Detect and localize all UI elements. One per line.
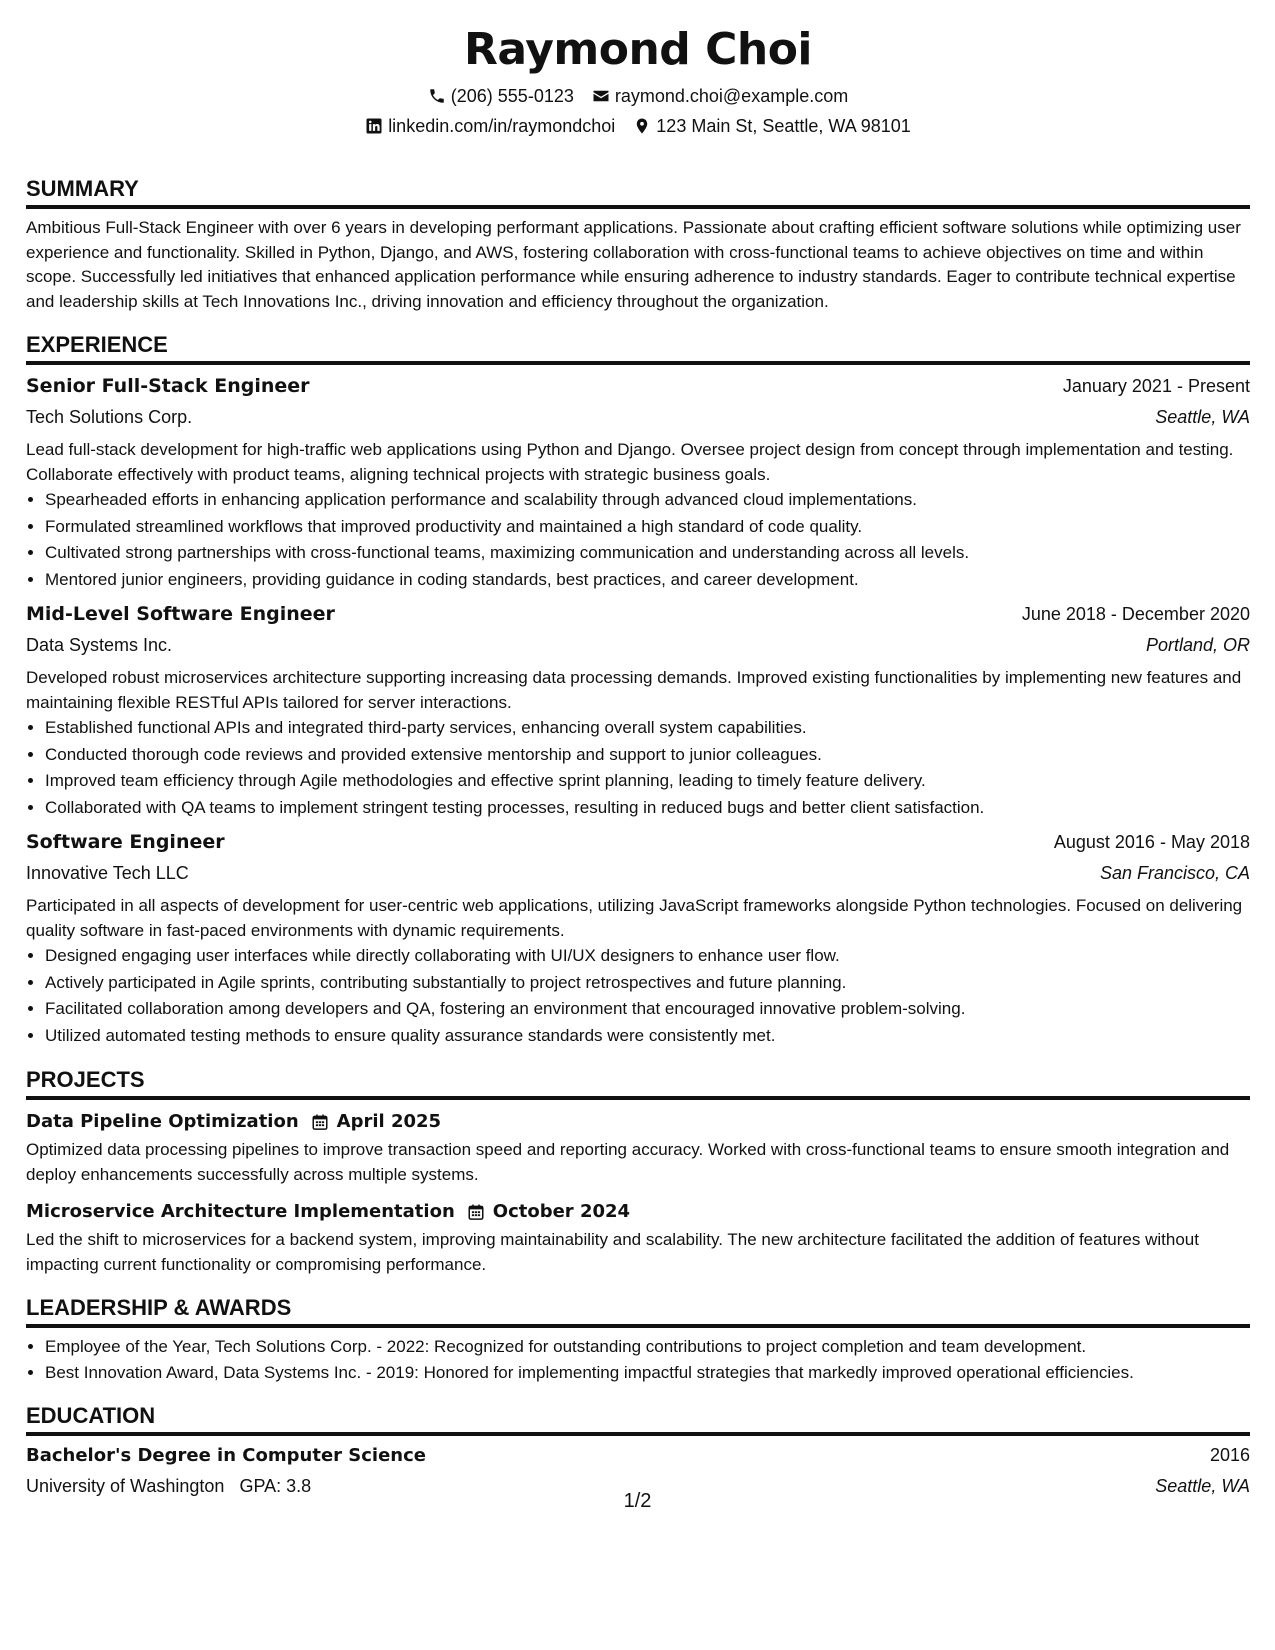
project-name: Data Pipeline Optimization — [26, 1111, 299, 1132]
list-item: • Employee of the Year, Tech Solutions Corp. - 2022: Recognized for outstanding contributions to project completion and team development. — [45, 1334, 1250, 1361]
school-location: Seattle, WA — [1155, 1476, 1250, 1496]
project-entry — [26, 1106, 1250, 1187]
linkedin-text: linkedin.com/in/raymondchoi — [388, 116, 616, 136]
projects-heading: PROJECTS — [26, 1067, 1250, 1100]
job-entry — [26, 599, 1250, 821]
job-bullets — [26, 715, 1250, 821]
education-heading: EDUCATION — [26, 1403, 1250, 1436]
degree-year: 2016 — [1209, 1445, 1250, 1465]
calendar-icon — [311, 1113, 329, 1131]
job-dates: January 2021 - Present — [1062, 376, 1250, 396]
list-item: • Collaborated with QA teams to implement stringent testing processes, resulting in reduced bugs and better client satisfaction. — [45, 795, 1250, 822]
job-bullets — [26, 943, 1250, 1049]
school-name: University of Washington — [26, 1476, 225, 1496]
project-entry — [26, 1196, 1250, 1277]
leadership-section — [26, 1295, 1250, 1385]
projects-section — [26, 1067, 1250, 1277]
experience-heading: EXPERIENCE — [26, 332, 1250, 365]
list-item: • Formulated streamlined workflows that improved productivity and maintained a high standard of code quality. — [45, 514, 1250, 541]
list-item: • Established functional APIs and integrated third-party services, enhancing overall system capabilities. — [45, 715, 1250, 742]
job-company: Data Systems Inc. — [26, 635, 173, 655]
job-dates: August 2016 - May 2018 — [1053, 832, 1250, 852]
contact-email[interactable] — [592, 84, 848, 108]
email-text: raymond.choi@example.com — [614, 86, 849, 106]
education-section — [26, 1403, 1250, 1502]
list-item: • Facilitated collaboration among developers and QA, fostering an environment that encouraged innovative problem-solving. — [45, 996, 1250, 1023]
list-item: • Spearheaded efforts in enhancing application performance and scalability through advanced cloud implementations. — [45, 487, 1250, 514]
list-item: • Utilized automated testing methods to ensure quality assurance standards were consistently met. — [45, 1023, 1250, 1050]
map-pin-icon — [633, 117, 651, 135]
job-company: Innovative Tech LLC — [26, 863, 189, 883]
job-title: Software Engineer — [26, 831, 225, 853]
gpa-text: GPA: 3.8 — [239, 1476, 312, 1496]
list-item: • Cultivated strong partnerships with cross-functional teams, maximizing communication and understanding across all levels. — [45, 540, 1250, 567]
envelope-icon — [592, 87, 610, 105]
contact-row-1 — [26, 84, 1250, 108]
resume-page — [26, 0, 1250, 1502]
summary-heading: SUMMARY — [26, 176, 1250, 209]
job-entry — [26, 827, 1250, 1049]
list-item: • Mentored junior engineers, providing guidance in coding standards, best practices, and career development. — [45, 567, 1250, 594]
summary-section — [26, 176, 1250, 314]
job-dates: June 2018 - December 2020 — [1021, 604, 1250, 624]
contact-row-2 — [26, 114, 1250, 138]
experience-section — [26, 332, 1250, 1049]
phone-icon — [428, 87, 446, 105]
job-company: Tech Solutions Corp. — [26, 407, 193, 427]
job-entry — [26, 371, 1250, 593]
project-date: April 2025 — [336, 1111, 442, 1132]
project-description: Led the shift to microservices for a backend system, improving maintainability and scalability. The new architecture facilitated the addition of features without impacting current functionality or compromising performance. — [26, 1230, 1199, 1274]
project-date: October 2024 — [492, 1201, 631, 1222]
list-item: • Designed engaging user interfaces while directly collaborating with UI/UX designers to enhance user flow. — [45, 943, 1250, 970]
job-title: Senior Full-Stack Engineer — [26, 375, 310, 397]
job-location: San Francisco, CA — [1099, 863, 1250, 883]
resume-header — [26, 0, 1250, 138]
job-description: Participated in all aspects of development for user-centric web applications, utilizing JavaScript frameworks alongside Python technologies. Focused on delivering quality software in fast-paced environments with dynamic requirements. — [26, 896, 1243, 940]
contact-linkedin[interactable] — [365, 114, 615, 138]
project-name: Microservice Architecture Implementation — [26, 1201, 455, 1222]
leadership-list — [26, 1334, 1250, 1385]
page-number: 1/2 — [623, 1490, 652, 1512]
list-item: • Best Innovation Award, Data Systems Inc. - 2019: Honored for implementing impactful strategies that markedly improved operational efficiencies. — [45, 1361, 1250, 1386]
job-description: Lead full-stack development for high-traffic web applications using Python and Django. Oversee project design from concept through implementation and testing. Collaborate effectively with product teams, aligning technical projects with strategic business goals. — [26, 440, 1234, 484]
linkedin-icon — [365, 117, 383, 135]
summary-text: Ambitious Full-Stack Engineer with over 6 years in developing performant applications. Passionate about crafting efficient software solutions while optimizing user experience and functionality. Skilled in Python, Django, and AWS, fostering collaboration with cross-functional teams to achieve objectives on time and within scope. Successfully led initiatives that enhanced application performance while ensuring adherence to industry standards. Eager to contribute technical expertise and leadership skills at Tech Innovations Inc., driving innovation and efficiency throughout the organization. — [26, 218, 1241, 311]
job-description: Developed robust microservices architecture supporting increasing data processing demands. Improved existing functionalities by implementing new features and maintaining flexible RESTful APIs tailored for server interactions. — [26, 668, 1242, 712]
job-location: Portland, OR — [1145, 635, 1250, 655]
phone-text: (206) 555-0123 — [450, 86, 574, 106]
job-location: Seattle, WA — [1155, 407, 1250, 427]
contact-address — [633, 114, 911, 138]
contact-phone — [428, 84, 574, 108]
job-bullets — [26, 487, 1250, 593]
list-item: • Actively participated in Agile sprints, contributing substantially to project retrospectives and future planning. — [45, 970, 1250, 997]
candidate-name: Raymond Choi — [463, 24, 813, 75]
calendar-icon — [467, 1203, 485, 1221]
degree-name: Bachelor's Degree in Computer Science — [26, 1445, 426, 1466]
address-text: 123 Main St, Seattle, WA 98101 — [656, 116, 911, 136]
list-item: • Improved team efficiency through Agile methodologies and effective sprint planning, leading to timely feature delivery. — [45, 768, 1250, 795]
project-description: Optimized data processing pipelines to improve transaction speed and reporting accuracy. Worked with cross-functional teams to ensure smooth integration and deploy enhancements successfully across multiple systems. — [26, 1140, 1230, 1184]
list-item: • Conducted thorough code reviews and provided extensive mentorship and support to junior colleagues. — [45, 742, 1250, 769]
leadership-heading: LEADERSHIP & AWARDS — [26, 1295, 1250, 1328]
job-title: Mid-Level Software Engineer — [26, 603, 335, 625]
